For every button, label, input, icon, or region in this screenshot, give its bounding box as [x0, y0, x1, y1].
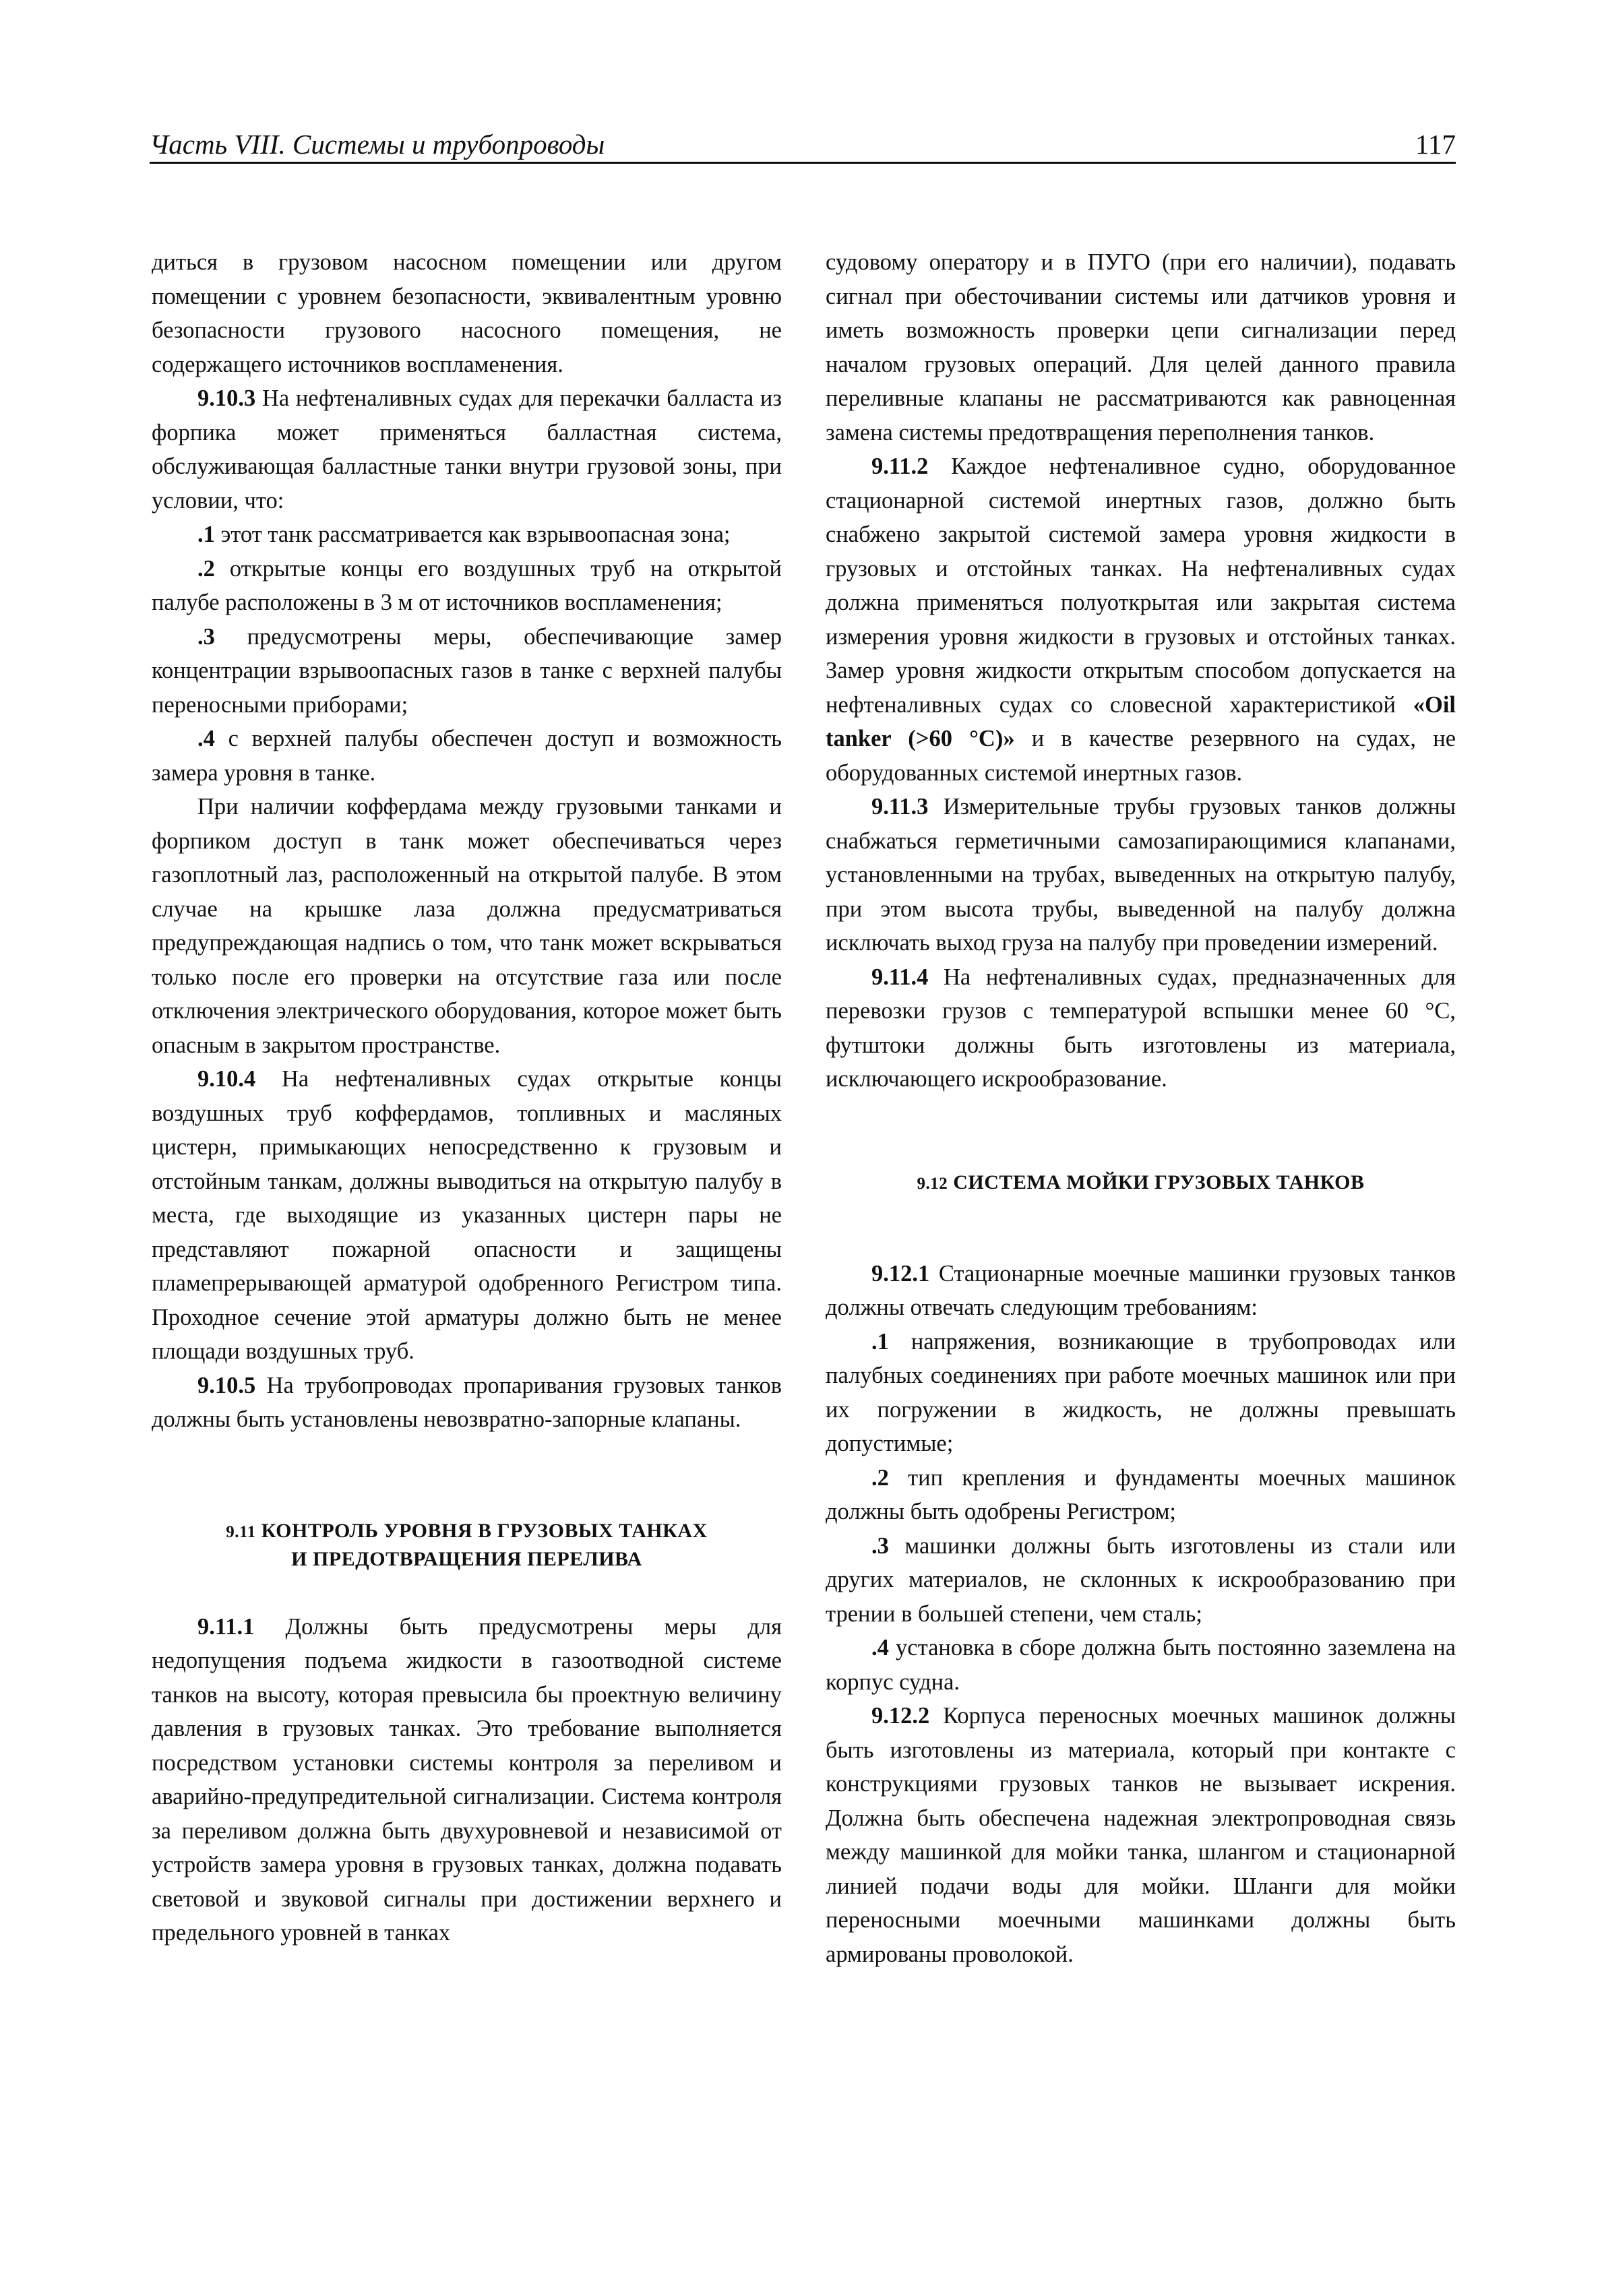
paragraph-9-10-5: [152, 1369, 782, 1437]
paragraph-text: На нефтеналивных судах для перекачки балласта из форпика может применяться балластная система, обслуживающая балластные танки внутри грузовой зоны, при условии, что:: [152, 385, 782, 514]
paragraph-text: судовому оператору и в ПУГО (при его наличии), подавать сигнал при обесточивании системы или датчиков уровня и иметь возможность проверки цепи сигнализации перед началом грузовых операций. Для целей данного правила переливные клапаны не рассматриваются как равноценная замена системы предотвращения переполнения танков.: [826, 249, 1456, 445]
item-number: .4: [871, 1635, 889, 1661]
section-number: 9.11: [226, 1522, 256, 1541]
spacer: [152, 1573, 782, 1610]
section-number: 9.12: [917, 1174, 948, 1193]
clause-number: 9.12.2: [871, 1703, 930, 1729]
item-number: .4: [197, 726, 215, 751]
section-heading-9-11: [152, 1518, 782, 1573]
list-item: [152, 620, 782, 722]
item-number: .1: [197, 522, 215, 547]
paragraph-text: Корпуса переносных моечных машинок должны быть изготовлены из материала, который при контакте с конструкциями грузовых танков не вызывает искрения. Должна быть обеспечена надежная электропроводная связь между машинкой для мойки танка, шлангом и стационарной линией подачи воды для мойки. Шланги для мойки переносными моечными машинками должны быть армированы проволокой.: [826, 1703, 1456, 1967]
clause-number: 9.10.3: [197, 385, 256, 411]
paragraph-9-12-2: [826, 1699, 1456, 1971]
paragraph-9-12-1: [826, 1257, 1456, 1325]
running-header: [150, 128, 1456, 163]
paragraph-text: диться в грузовом насосном помещении или другом помещении с уровнем безопасности, эквивалентным уровню безопасности грузового насосного помещения, не содержащего источников воспламенения.: [152, 249, 782, 377]
item-text: машинки должны быть изготовлены из стали или других материалов, не склонных к искрообразованию при трении в большей степени, чем сталь;: [826, 1532, 1456, 1627]
section-title-line1: КОНТРОЛЬ УРОВНЯ В ГРУЗОВЫХ ТАНКАХ: [261, 1519, 708, 1542]
clause-number: 9.10.5: [197, 1372, 256, 1398]
item-number: .1: [871, 1328, 889, 1355]
paragraph-9-11-3: [826, 790, 1456, 960]
item-text: напряжения, возникающие в трубопроводах или палубных соединениях при работе моечных машинок или при их погружении в жидкость, не должны превышать допустимые;: [826, 1328, 1456, 1456]
item-number: .2: [871, 1464, 889, 1491]
header-rule: [150, 162, 1456, 164]
paragraph-9-11-1: [152, 1610, 782, 1950]
item-text: установка в сборе должна быть постоянно заземлена на корпус судна.: [826, 1635, 1456, 1695]
section-heading-9-12: [826, 1169, 1456, 1198]
section-title-line2: И ПРЕДОТВРАЩЕНИЯ ПЕРЕЛИВА: [291, 1547, 642, 1570]
spacer: [152, 1437, 782, 1518]
paragraph-text: Каждое нефтеналивное судно, оборудованное стационарной системой инертных газов, должно быть снабжено закрытой системой замера уровня жидкости в грузовых и отстойных танках. На нефтеналивных судах должна применяться полуоткрытая или закрытая система измерения уровня жидкости в грузовых и отстойных танках. Замер уровня жидкости открытым способом допускается на нефтеналивных судах со словесной характеристикой: [826, 454, 1456, 718]
paragraph-9-11-4: [826, 960, 1456, 1096]
item-text: этот танк рассматривается как взрывоопасная зона;: [220, 522, 731, 547]
paragraph-text: На трубопроводах пропаривания грузовых танков должны быть установлены невозвратно-запорные клапаны.: [152, 1372, 782, 1432]
list-item: [152, 518, 782, 552]
clause-number: 9.12.1: [871, 1260, 930, 1286]
item-text: предусмотрены меры, обеспечивающие замер концентрации взрывоопасных газов в танке с верхней палубы переносными приборами;: [152, 623, 782, 718]
paragraph-text: На нефтеналивных судах открытые концы воздушных труб коффердамов, топливных и масляных цистерн, примыкающих непосредственно к грузовым и отстойным танкам, должны выводиться на открытую палубу в места, где выходящие из указанных цистерн пары не представляют пожарной опасности и защищены пламепрерывающей арматурой одобренного Регистром типа. Проходное сечение этой арматуры должно быть не менее площади воздушных труб.: [152, 1066, 782, 1364]
clause-number: 9.10.4: [197, 1066, 256, 1092]
paragraph: [152, 790, 782, 1062]
paragraph-9-10-4: [152, 1062, 782, 1369]
paragraph-text: Стационарные моечные машинки грузовых танков должны отвечать следующим требованиям:: [826, 1260, 1456, 1320]
header-title: Часть VIII. Системы и трубопроводы: [150, 129, 605, 160]
item-text: открытые концы его воздушных труб на открытой палубе расположены в 3 м от источников воспламенения;: [152, 555, 782, 615]
paragraph-text-tail: и в качестве резервного на судах, не оборудованных системой инертных газов.: [826, 726, 1456, 786]
class-notation: «Oil tanker (>60 °C)»: [826, 691, 1456, 751]
list-item: [826, 1325, 1456, 1461]
paragraph-text: При наличии коффердама между грузовыми танками и форпиком доступ в танк может обеспечиваться через газоплотный лаз, расположенный на открытой палубе. В этом случае на крышке лаза должна предусматриваться предупреждающая надпись о том, что танк может вскрываться только после его проверки на отсутствие газа или после отключения электрического оборудования, которое может быть опасным в закрытом пространстве.: [152, 794, 782, 1058]
paragraph-text: На нефтеналивных судах, предназначенных для перевозки грузов с температурой вспышки менее 60 °C, футштоки должны быть изготовлены из материала, исключающего искрообразование.: [826, 964, 1456, 1092]
paragraph-9-11-2: [826, 449, 1456, 790]
page-number: 117: [1415, 129, 1456, 160]
item-text: с верхней палубы обеспечен доступ и возможность замера уровня в танке.: [152, 726, 782, 786]
clause-number: 9.11.4: [871, 964, 929, 990]
paragraph: [152, 245, 782, 381]
spacer: [826, 1096, 1456, 1169]
list-item: [152, 552, 782, 620]
item-number: .3: [197, 623, 215, 650]
paragraph-text: Измерительные трубы грузовых танков должны снабжаться герметичными самозапирающимися клапанами, установленными на трубах, выведенных на открытую палубу, при этом высота трубы, выведенной на палубу должна исключать выход груза на палубу при проведении измерений.: [826, 794, 1456, 956]
paragraph-text: Должны быть предусмотрены меры для недопущения подъема жидкости в газоотводной системе танков на высоту, которая превысила бы проектную величину давления в грузовых танках. Это требование выполняется посредством установки системы контроля за переливом и аварийно-предупредительной сигнализации. Система контроля за переливом должна быть двухуровневой и независимой от устройств замера уровня в грузовых танках, должна подавать световой и звуковой сигналы при достижении верхнего и предельного уровней в танках: [152, 1613, 782, 1946]
clause-number: 9.11.2: [871, 454, 929, 479]
clause-number: 9.11.1: [197, 1613, 255, 1640]
item-text: тип крепления и фундаменты моечных машинок должны быть одобрены Регистром;: [826, 1464, 1456, 1524]
left-column: [152, 245, 782, 1950]
item-number: .2: [197, 555, 215, 582]
paragraph: [826, 245, 1456, 449]
section-title: СИСТЕМА МОЙКИ ГРУЗОВЫХ ТАНКОВ: [953, 1171, 1365, 1193]
list-item: [826, 1529, 1456, 1632]
list-item: [826, 1631, 1456, 1699]
spacer: [826, 1198, 1456, 1257]
list-item: [826, 1461, 1456, 1529]
right-column: [826, 245, 1456, 1971]
clause-number: 9.11.3: [871, 794, 929, 819]
list-item: [152, 722, 782, 790]
paragraph-9-10-3: [152, 381, 782, 518]
item-number: .3: [871, 1532, 889, 1559]
